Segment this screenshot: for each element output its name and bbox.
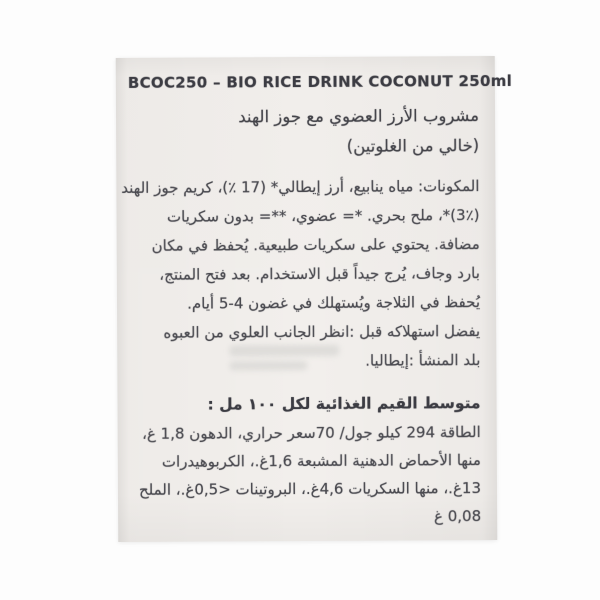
- storage-line: مضافة. يحتوي على سكريات طبيعية. يُحفظ في مكان: [151, 235, 480, 255]
- storage-line: بارد وجاف، يُرج جيداً قبل الاستخدام. بعد فتح المنتج،: [159, 264, 480, 284]
- origin-line: بلد المنشأ :إيطاليا.: [365, 351, 481, 370]
- product-sku-title: BCOC250 – BIO RICE DRINK COCONUT 250ml: [127, 71, 513, 92]
- nutrition-values: [130, 418, 482, 532]
- label-text-area: [116, 56, 513, 542]
- ink-bleed-mark: [229, 361, 307, 370]
- storage-line: يُحفظ في الثلاجة ويُستهلك في غضون 4-5 أيام.: [187, 293, 481, 313]
- nutrition-line-sugars-protein-salt: 13غ.، منها السكريات 4,6غ.، البروتينات <0,5غ.، الملح: [138, 479, 482, 499]
- ingredients-line: (3٪)*، ملح بحري. *= عضوي، **= بدون سكريات: [166, 206, 480, 226]
- nutrition-line-saturates-carbs: منها الأحماض الدهنية المشبعة 1,6غ.، الكربوهيدرات: [161, 451, 481, 471]
- best-before-line: يفضل استهلاكه قبل :انظر الجانب العلوي من العبوه: [163, 322, 481, 342]
- ink-bleed-mark: [229, 345, 339, 357]
- nutrition-header: متوسط القيم الغذائية لكل ١٠٠ مل :: [207, 394, 481, 414]
- ingredients-line: المكونات: مياه ينابيع، أرز إيطالي* (17 ٪)، كريم جوز الهند: [121, 177, 480, 197]
- label-paper: [116, 56, 513, 542]
- gluten-free-note: (خالي من الغلوتين): [346, 136, 480, 156]
- nutrition-line-energy-fat: الطاقة 294 كيلو جول/ 70سعر حراري، الدهون 1,8 غ،: [142, 423, 481, 443]
- nutrition-line-salt-value: 0,08 غ: [433, 507, 482, 526]
- product-name-arabic: مشروب الأرز العضوي مع جوز الهند: [238, 106, 480, 127]
